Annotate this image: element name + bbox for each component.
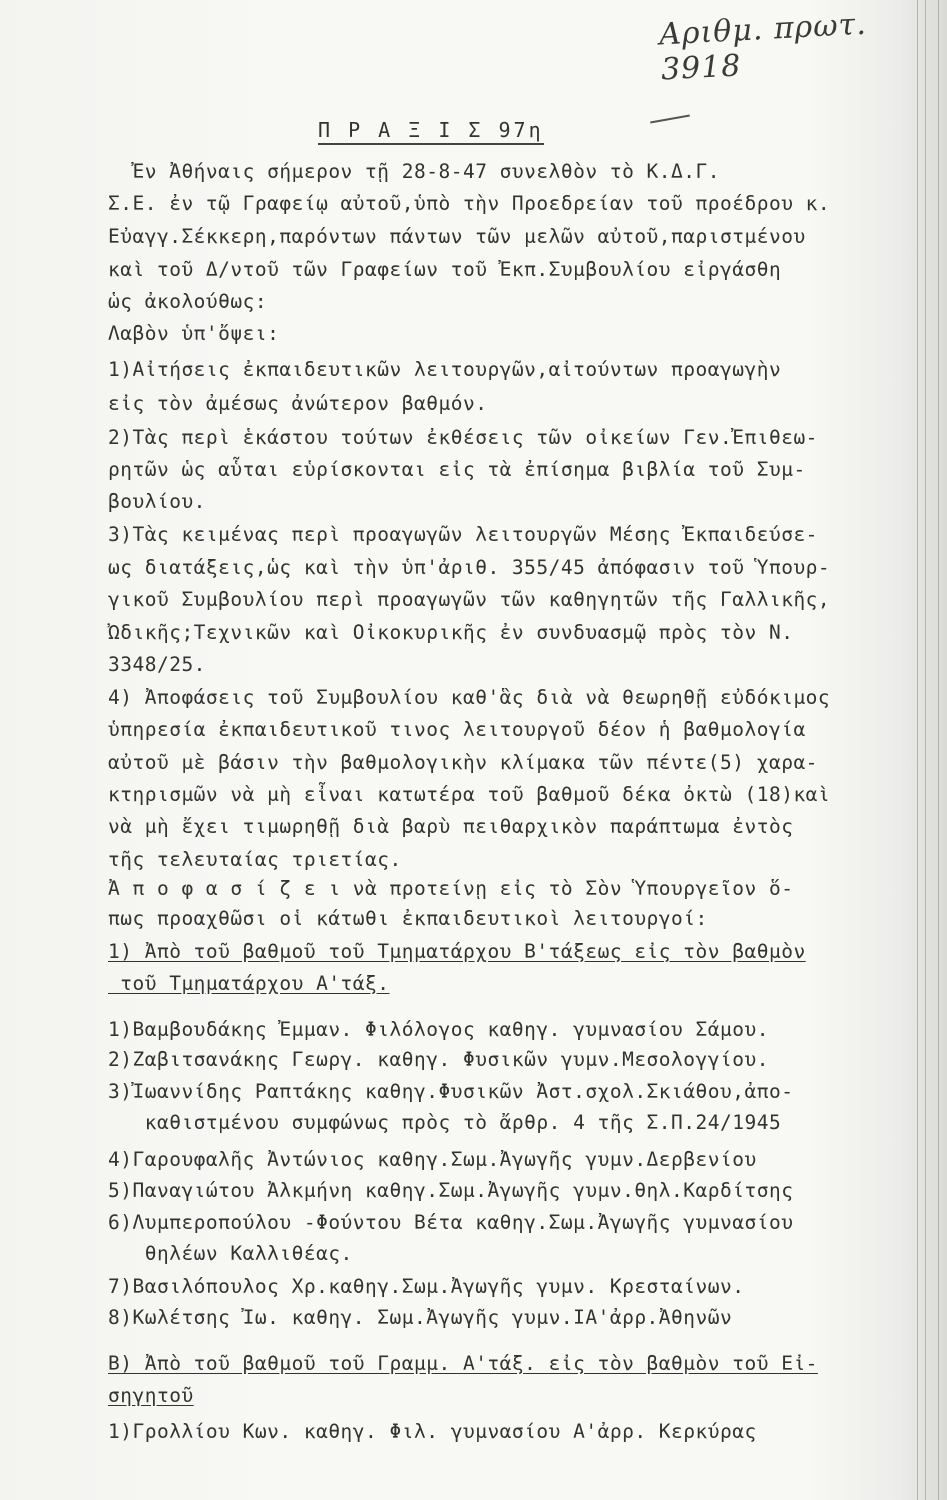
body-line: Ἀ π ο φ α σ ί ζ ε ι νὰ προτείνῃ εἰς τὸ Σὸν Ὑπουργεῖον ὅ- [108,877,794,900]
list-item: 7)Βασιλόπουλος Χρ.καθηγ.Σωμ.Ἀγωγῆς γυμν. Κρεσταίνων. [108,1275,745,1298]
list-item: 3)Ἰωαννίδης Ραπτάκης καθηγ.Φυσικῶν Ἀστ.σχολ.Σκιάθου,ἀπο- [108,1080,794,1103]
list-item: 4)Γαρουφαλῆς Ἀντώνιος καθηγ.Σωμ.Ἀγωγῆς γυμν.Δερβενίου [108,1148,757,1171]
section-a-heading: 1) Ἀπὸ τοῦ βαθμοῦ τοῦ Τμηματάρχου Β'τάξεως εἰς τὸν βαθμὸν [108,940,806,963]
body-line: τῆς τελευταίας τριετίας. [108,848,402,871]
body-line: Εὐαγγ.Σέκκερη,παρόντων πάντων τῶν μελῶν αὐτοῦ,παριστμένου [108,225,806,248]
body-line: Ἐν Ἀθήναις σήμερον τῇ 28-8-47 συνελθὸν τὸ Κ.Δ.Γ. [108,160,720,183]
body-line: βουλίου. [108,490,206,513]
page-edge-line [917,0,918,1500]
body-line: ὡς ἀκολούθως: [108,290,268,313]
list-item: καθιστμένου συμφώνως πρὸς τὸ ἄρθρ. 4 τῆς Σ.Π.24/1945 [108,1111,782,1134]
list-item: 6)Λυμπεροπούλου -Φούντου Βέτα καθηγ.Σωμ.Ἀγωγῆς γυμνασίου [108,1211,794,1234]
list-item: 2)Ζαβιτσανάκης Γεωργ. καθηγ. Φυσικῶν γυμν.Μεσολογγίου. [108,1048,769,1071]
body-line: Λαβὸν ὑπ'ὄψει: [108,322,280,345]
handwritten-protocol-number: Αριθμ. πρωτ. 3918 [658,6,868,88]
document-title: Π Ρ Α Ξ Ι Σ 97η [318,118,544,145]
body-line: 3)Τὰς κειμένας περὶ προαγωγῶν λειτουργῶν Μέσης Ἐκπαιδεύσε- [108,523,818,546]
section-b-heading: Β) Ἀπὸ τοῦ βαθμοῦ τοῦ Γραμμ. Α'τάξ. εἰς τὸν βαθμὸν τοῦ Εἰ- [108,1352,818,1375]
body-line: Σ.Ε. ἐν τῷ Γραφείῳ αὐτοῦ,ὑπὸ τὴν Προεδρείαν τοῦ προέδρου κ. [108,192,831,215]
body-line: κτηρισμῶν νὰ μὴ εἶναι κατωτέρα τοῦ βαθμοῦ δέκα ὀκτὼ (18)καὶ [108,783,831,806]
list-item: 1)Βαμβουδάκης Ἐμμαν. Φιλόλογος καθηγ. γυμνασίου Σάμου. [108,1018,769,1041]
body-line: Ὠδικῆς;Τεχνικῶν καὶ Οἰκοκυρικῆς ἐν συνδυασμῷ πρὸς τὸν Ν. [108,621,794,644]
list-item: 5)Παναγιώτου Ἀλκμήνη καθηγ.Σωμ.Ἀγωγῆς γυμν.θηλ.Καρδίτσης [108,1179,794,1202]
body-line: αὐτοῦ μὲ βάσιν τὴν βαθμολογικὴν κλίμακα τῶν πέντε(5) χαρα- [108,751,818,774]
body-line: 2)Τὰς περὶ ἑκάστου τούτων ἐκθέσεις τῶν οἰκείων Γεν.Ἐπιθεω- [108,426,818,449]
body-line: 3348/25. [108,653,206,676]
body-line: 1)Αἰτήσεις ἐκπαιδευτικῶν λειτουργῶν,αἰτούντων προαγωγὴν [108,358,782,381]
page-edge-line [925,0,926,1500]
stray-pen-mark [650,115,690,124]
body-line: καὶ τοῦ Δ/ντοῦ τῶν Γραφείων τοῦ Ἐκπ.Συμβουλίου εἰργάσθη [108,258,782,281]
body-line: πως προαχθῶσι οἱ κάτωθι ἐκπαιδευτικοὶ λειτουργοί: [108,907,708,930]
body-line: 4) Ἀποφάσεις τοῦ Συμβουλίου καθ'ἃς διὰ νὰ θεωρηθῇ εὐδόκιμος [108,686,831,709]
body-line: γικοῦ Συμβουλίου περὶ προαγωγῶν τῶν καθηγητῶν τῆς Γαλλικῆς, [108,588,831,611]
section-b-heading: σηγητοῦ [108,1384,194,1407]
body-line: εἰς τὸν ἀμέσως ἀνώτερον βαθμόν. [108,392,488,415]
body-line: νὰ μὴ ἔχει τιμωρηθῇ διὰ βαρὺ πειθαρχικὸν παράπτωμα ἐντὸς [108,815,794,838]
list-item: 8)Κωλέτσης Ἰω. καθηγ. Σωμ.Ἀγωγῆς γυμν.ΙΑ'ἀρρ.Ἀθηνῶν [108,1306,733,1329]
body-line: ὑπηρεσία ἐκπαιδευτικοῦ τινος λειτουργοῦ δέον ἡ βαθμολογία [108,718,806,741]
list-item: 1)Γρολλίου Κων. καθηγ. Φιλ. γυμνασίου Α'ἀρρ. Κερκύρας [108,1420,757,1443]
body-line: ως διατάξεις,ὡς καὶ τὴν ὑπ'ἀριθ. 355/45 ἀπόφασιν τοῦ Ὑπουρ- [108,556,831,579]
page-edge-line [938,0,939,1500]
body-line: ρητῶν ὡς αὗται εὑρίσκονται εἰς τὰ ἐπίσημα βιβλία τοῦ Συμ- [108,458,806,481]
section-a-heading: τοῦ Τμηματάρχου Α'τάξ. [108,972,390,995]
list-item: θηλέων Καλλιθέας. [108,1242,353,1265]
